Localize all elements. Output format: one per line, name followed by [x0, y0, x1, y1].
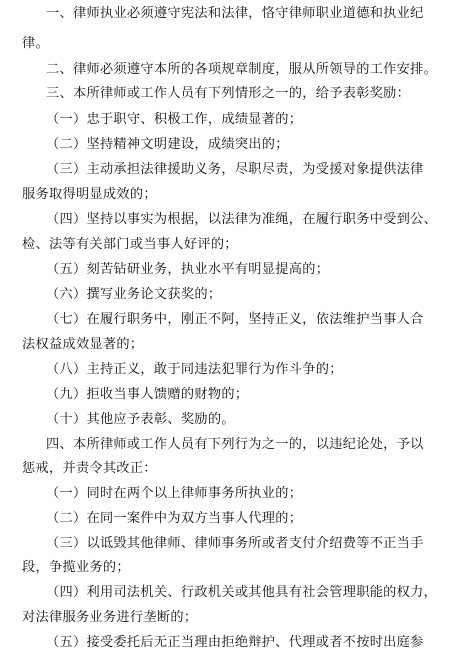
text-line: （十）其他应予表彰、奖励的。 [46, 412, 235, 427]
text-line: 一、律师执业必须遵守宪法和法律，恪守律师职业道德和执业纪 [46, 6, 424, 21]
text-line: （八）主持正义，敢于同违法犯罪行为作斗争的； [46, 362, 343, 377]
text-line: （七）在履行职务中，刚正不阿，坚持正义，依法维护当事人合 [46, 312, 424, 327]
text-line: （一）同时在两个以上律师事务所执业的； [46, 486, 303, 501]
text-line: 服务取得明显成效的； [22, 187, 157, 202]
text-line: （五）刻苦钻研业务，执业水平有明显提高的； [46, 262, 330, 277]
text-line: （三）主动承担法律援助义务，尽职尽责，为受援对象提供法律 [46, 162, 424, 177]
text-line: 四、本所律师或工作人员有下列行为之一的，以违纪论处，予以 [46, 437, 424, 452]
text-line: （四）坚持以事实为根据，以法律为准绳，在履行职务中受到公、 [46, 212, 438, 227]
text-line: （一）忠于职守、积极工作，成绩显著的； [46, 112, 303, 127]
text-line: 段，争揽业务的； [22, 560, 130, 575]
text-line: （六）撰写业务论文获奖的； [46, 287, 222, 302]
text-line: （五）接受委托后无正当理由拒绝辩护、代理或者不按时出庭参 [46, 635, 424, 650]
text-line: （二）坚持精神文明建设，成绩突出的； [46, 137, 289, 152]
text-line: （三）以诋毁其他律师、律师事务所或者支付介绍费等不正当手 [46, 536, 424, 551]
text-line: 二、律师必须遵守本所的各项规章制度，服从所领导的工作安排。 [46, 62, 438, 77]
text-line: 对法律服务业务进行垄断的； [22, 610, 198, 625]
text-line: 法权益成效显著的； [22, 337, 144, 352]
text-line: （二）在同一案件中为双方当事人代理的； [46, 511, 303, 526]
text-line: 检、法等有关部门或当事人好评的； [22, 237, 238, 252]
text-line: 三、本所律师或工作人员有下列情形之一的，给予表彰奖励： [46, 86, 411, 101]
text-line: 惩戒，并责令其改正： [22, 461, 157, 476]
text-line: （九）拒收当事人馈赠的财物的； [46, 387, 249, 402]
text-line: 律。 [22, 36, 49, 51]
text-line: （四）利用司法机关、行政机关或其他具有社会管理职能的权力， [46, 585, 438, 600]
